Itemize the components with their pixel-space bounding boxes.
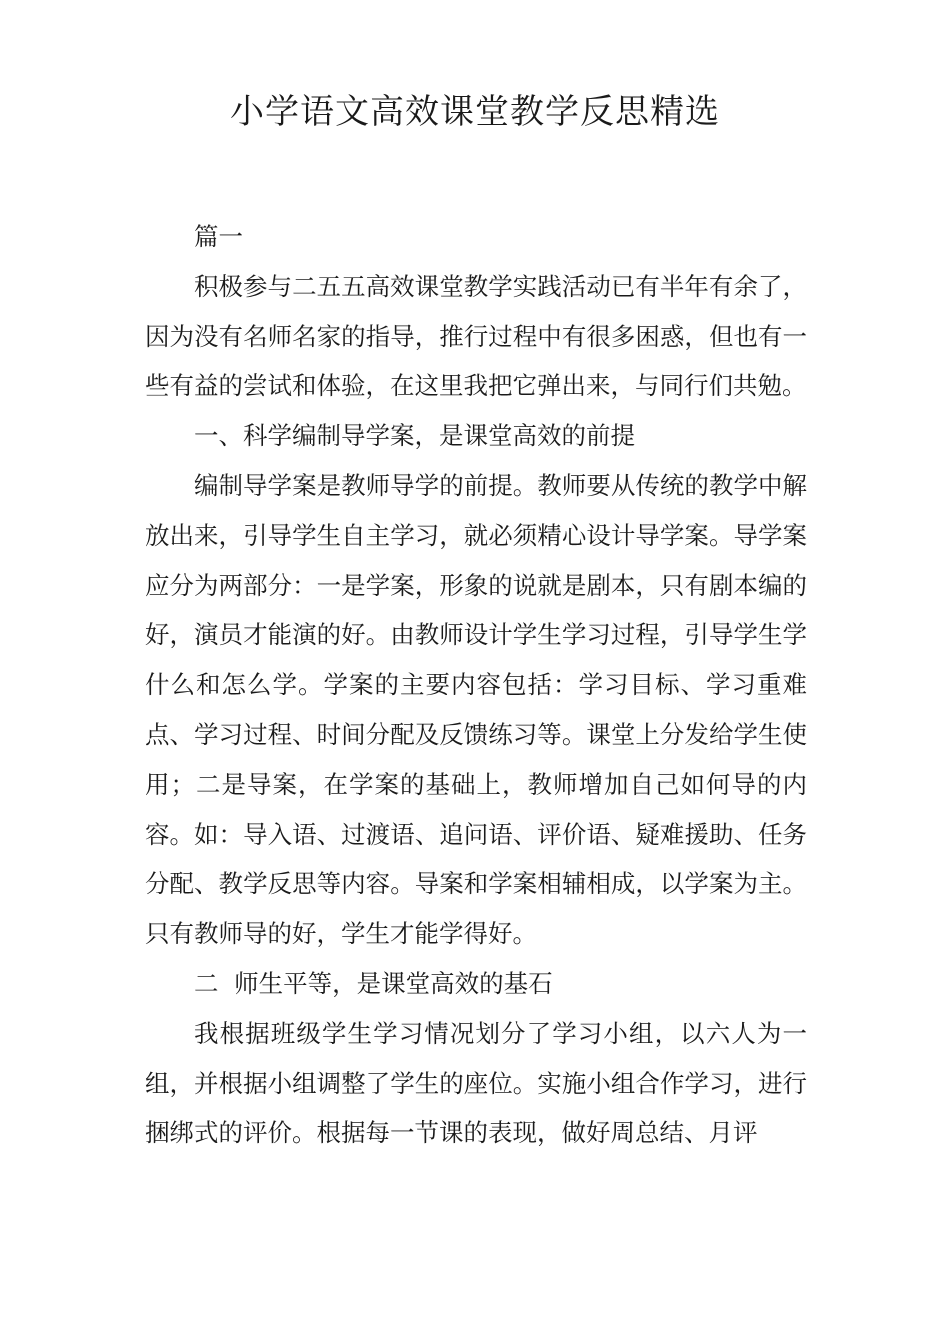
paragraph-intro: 积极参与二五五高效课堂教学实践活动已有半年有余了，因为没有名师名家的指导，推行过程中有很多困惑，但也有一些有益的尝试和体验，在这里我把它弹出来，与同行们共勉。 [145,271,807,401]
section-label: 篇一 [194,222,243,251]
paragraph-groups: 我根据班级学生学习情况划分了学习小组，以六人为一组，并根据小组调整了学生的座位。实施小组合作学习，进行捆绑式的评价。根据每一节课的表现，做好周总结、月评 [145,1018,807,1148]
heading-one: 一、科学编制导学案，是课堂高效的前提 [194,421,635,451]
paragraph-guide-plan: 编制导学案是教师导学的前提。教师要从传统的教学中解放出来，引导学生自主学习，就必须精心设计导学案。导学案应分为两部分：一是学案，形象的说就是剧本，只有剧本编的好，演员才能演的好。由教师设计学生学习过程，引导学生学什么和怎么学。学案的主要内容包括：学习目标、学习重难点、学习过程、时间分配及反馈练习等。课堂上分发给学生使用；二是导案，在学案的基础上，教师增加自己如何导的内容。如：导入语、过渡语、追问语、评价语、疑难援助、任务分配、教学反思等内容。导案和学案相辅相成，以学案为主。只有教师导的好，学生才能学得好。 [145,470,807,949]
heading-two: 二 师生平等，是课堂高效的基石 [194,968,553,998]
document-body [145,212,807,1158]
document-title: 小学语文高效课堂教学反思精选 [230,92,720,132]
